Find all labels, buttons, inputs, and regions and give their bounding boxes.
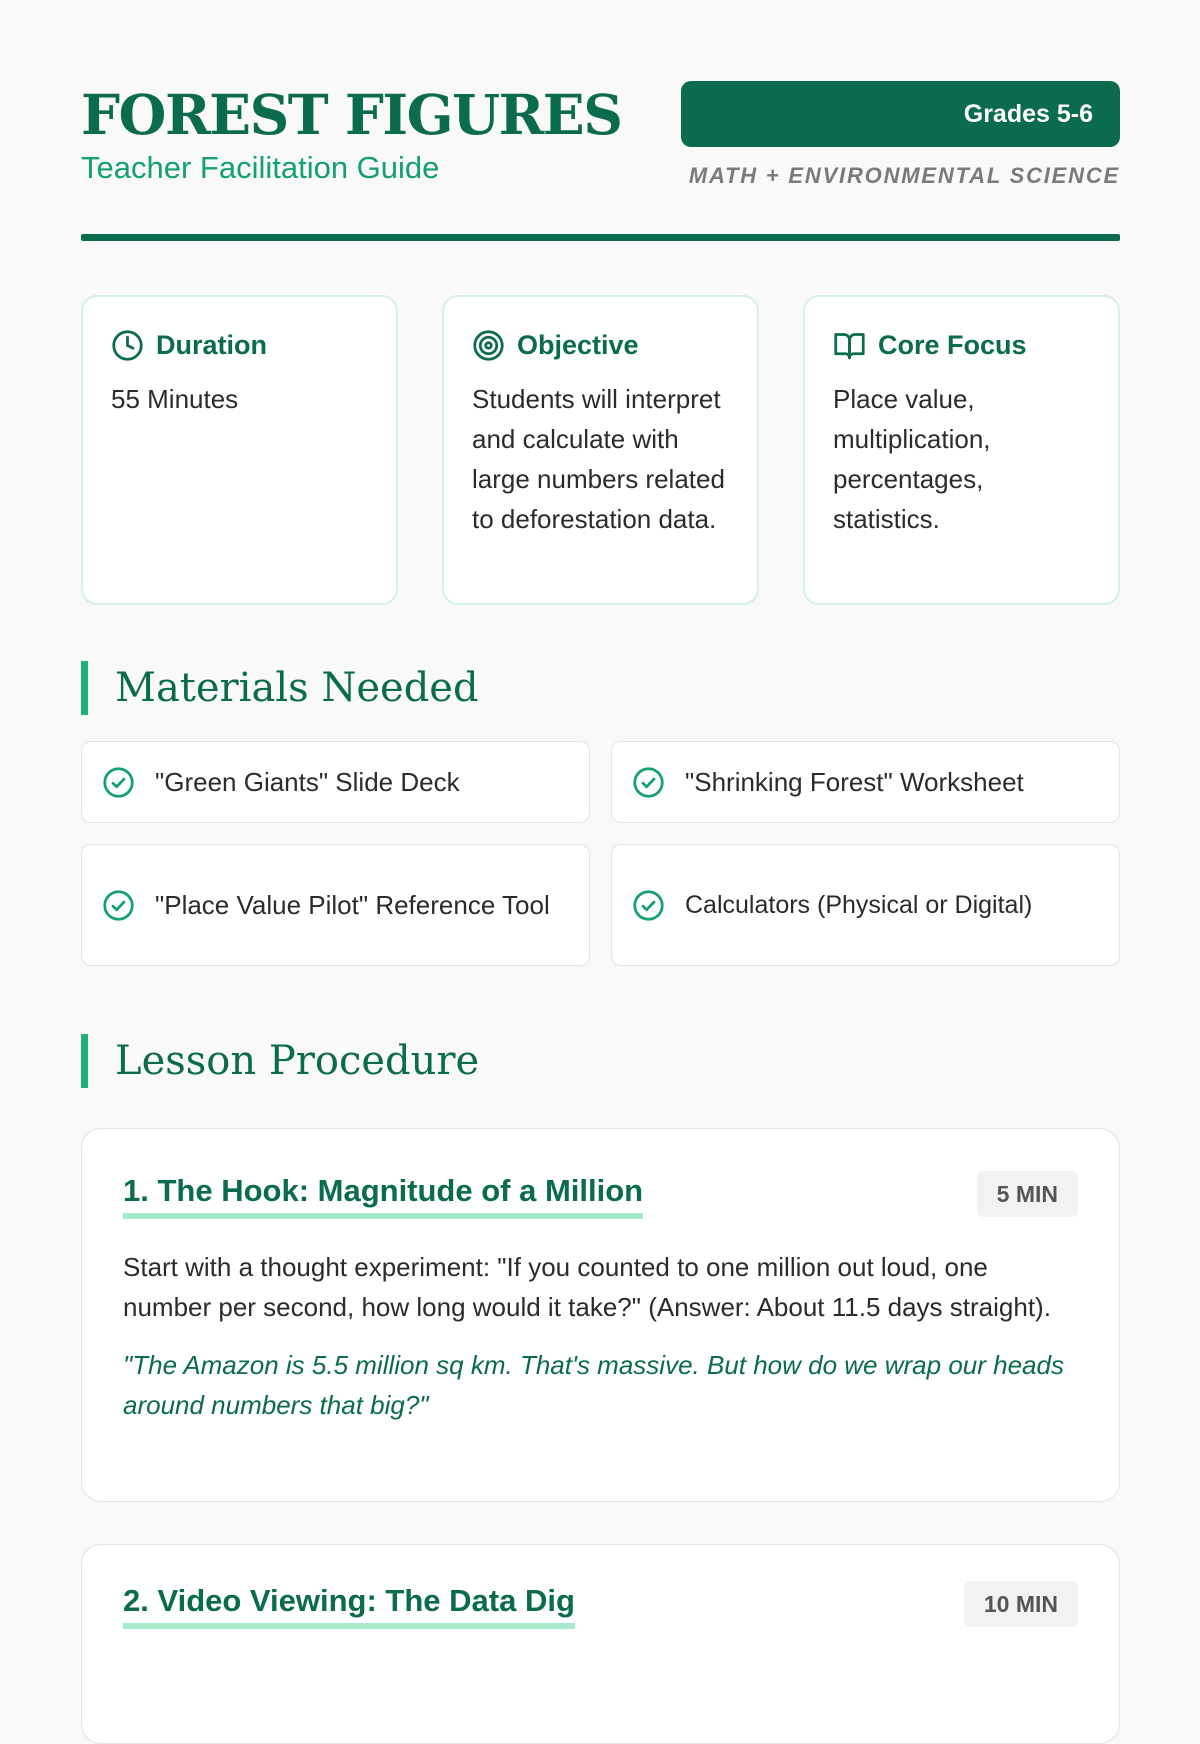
step-duration-badge: 5 MIN [977,1171,1078,1217]
card-text: Students will interpret and calculate with large numbers related to deforestation data. [472,384,725,534]
info-cards [81,295,1120,605]
material-label: "Shrinking Forest" Worksheet [685,767,1024,797]
page-header [81,0,1120,242]
page-subtitle: Teacher Facilitation Guide [81,150,440,185]
card-text: Place value, multiplication, percentages, statistics. [833,384,991,534]
grade-badge [681,81,1120,147]
subject-label: MATH + ENVIRONMENTAL SCIENCE [688,163,1120,188]
materials-heading: Materials Needed [81,661,1120,715]
card-text: 55 Minutes [111,384,239,414]
check-circle-icon [102,889,135,922]
book-icon [833,329,866,362]
check-circle-icon [632,766,665,799]
material-label: "Green Giants" Slide Deck [155,767,460,797]
step-duration-badge: 10 MIN [964,1581,1078,1627]
list-item [611,741,1120,823]
grade-label: Grades 5-6 [963,99,1093,128]
check-circle-icon [632,889,665,922]
card-title: Objective [517,329,639,360]
duration-card [81,295,398,605]
target-icon [472,329,505,362]
core-focus-card [803,295,1120,605]
objective-card [442,295,759,605]
step-title: 2. Video Viewing: The Data Dig [123,1581,575,1629]
procedure-step [81,1544,1120,1744]
list-item [81,741,590,823]
list-item [81,844,590,966]
card-title: Duration [156,329,267,360]
procedure-heading: Lesson Procedure [81,1034,1120,1088]
list-item [611,844,1120,966]
step-title: 1. The Hook: Magnitude of a Million [123,1171,643,1219]
material-label: "Place Value Pilot" Reference Tool [155,890,550,920]
step-description: Start with a thought experiment: "If you counted to one million out loud, one number per second, how long would it take?" (Answer: About 11.5 days straight). [123,1252,1051,1322]
procedure-step [81,1128,1120,1502]
step-quote: "The Amazon is 5.5 million sq km. That's massive. But how do we wrap our heads around numbers that big?" [123,1350,1064,1420]
clock-icon [111,329,144,362]
header-divider [81,234,1120,241]
material-label: Calculators (Physical or Digital) [685,891,1033,919]
facilitation-guide-page [81,0,1120,1618]
card-title: Core Focus [878,329,1027,360]
page-title: FOREST FIGURES [81,82,622,147]
check-circle-icon [102,766,135,799]
